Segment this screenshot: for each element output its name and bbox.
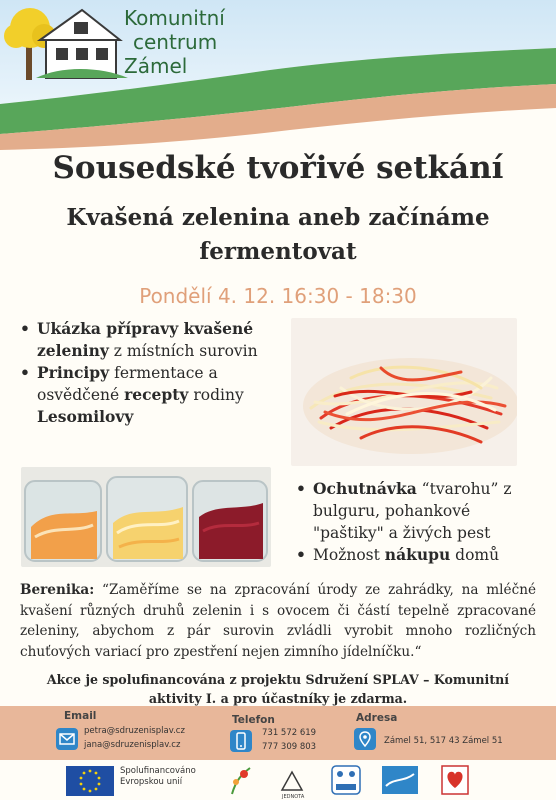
bullet-text: rodiny	[188, 386, 244, 404]
email-2[interactable]: jana@sdruzenisplav.cz	[84, 740, 181, 750]
bullet-bold: Ochutnávka	[313, 479, 417, 498]
phone-values	[262, 726, 316, 754]
contact-band	[0, 706, 556, 760]
quote-paragraph	[20, 580, 536, 662]
logo-line-3: Zámel	[124, 54, 188, 78]
list-item	[20, 362, 282, 428]
svg-text:JEDNOTA: JEDNOTA	[282, 794, 305, 800]
event-datetime: Pondělí 4. 12. 16:30 - 18:30	[139, 284, 417, 308]
bullet-bold: Principy	[37, 363, 110, 382]
email-heading: Email	[64, 710, 97, 722]
list-item	[296, 478, 536, 544]
bullet-list-right	[296, 478, 536, 566]
event-title: Sousedské tvořivé setkání	[52, 150, 504, 186]
partner-logo-heart-icon	[442, 766, 468, 794]
phone-2[interactable]: 777 309 803	[262, 742, 317, 752]
bullet-text: “tvarohu” z bulguru, pohankové "paštiky" a živých pest	[313, 480, 512, 542]
jar-cabbage	[107, 477, 187, 561]
location-pin-icon	[354, 728, 376, 750]
bullet-list-left	[20, 318, 282, 428]
event-subtitle: Kvašená zelenina aneb začínáme fermentovat	[66, 204, 490, 265]
address-heading: Adresa	[356, 712, 398, 724]
cofinance-note: Akce je spolufinancována z projektu Sdružení SPLAV – Komunitní aktivity I. a pro účastníky je zdarma.	[46, 672, 510, 706]
bullet-text: fermentace a osvědčené	[37, 364, 218, 404]
logo-line-2: centrum	[133, 30, 218, 54]
eu-flag-icon	[66, 766, 114, 796]
address-value: Zámel 51, 517 43 Zámel 51	[384, 736, 503, 746]
bullet-bold: recepty	[124, 385, 189, 404]
partner-logo-region-icon	[382, 766, 418, 794]
quote-text: “Zaměříme se na zpracování úrody ze zahrádky, na mléčné kvašení různých druhů zelenin i s ovocem či částí tepelně zpracované zeleniny, abychom z pár surovin zvládli vyrobit mnoho rozličných chuťových variací pro zpestření nejen zimního jídelníčku.“	[20, 582, 536, 660]
phone-1[interactable]: 731 572 619	[262, 728, 317, 738]
email-icon	[56, 728, 78, 750]
bullet-text: Možnost	[313, 546, 385, 564]
bullet-text: domů	[450, 546, 500, 564]
logo-text	[124, 6, 274, 78]
jar-carrot	[25, 481, 101, 561]
partner-logo-crest-icon	[332, 766, 360, 794]
sauerkraut-photo	[291, 318, 517, 466]
list-item	[296, 544, 536, 566]
bullet-bold: Lesomilovy	[37, 407, 134, 426]
logo-line-1: Komunitní	[124, 6, 225, 30]
list-item	[20, 318, 282, 362]
phone-icon	[230, 730, 252, 752]
footer-logos	[0, 760, 556, 800]
bullet-bold: Ukázka přípravy kvašené zeleniny	[37, 319, 254, 360]
phone-heading: Telefon	[232, 714, 275, 726]
eu-cofinance-text: Spolufinancováno Evropskou unií	[120, 766, 196, 787]
jar-beetroot	[193, 481, 267, 561]
bullet-bold: nákupu	[384, 545, 451, 564]
bullet-text: z místních surovin	[108, 342, 258, 360]
email-values	[84, 724, 185, 752]
quote-author: Berenika:	[20, 582, 95, 598]
email-1[interactable]: petra@sdruzenisplav.cz	[84, 726, 185, 736]
jars-photo	[21, 467, 271, 567]
header-banner	[0, 0, 556, 150]
